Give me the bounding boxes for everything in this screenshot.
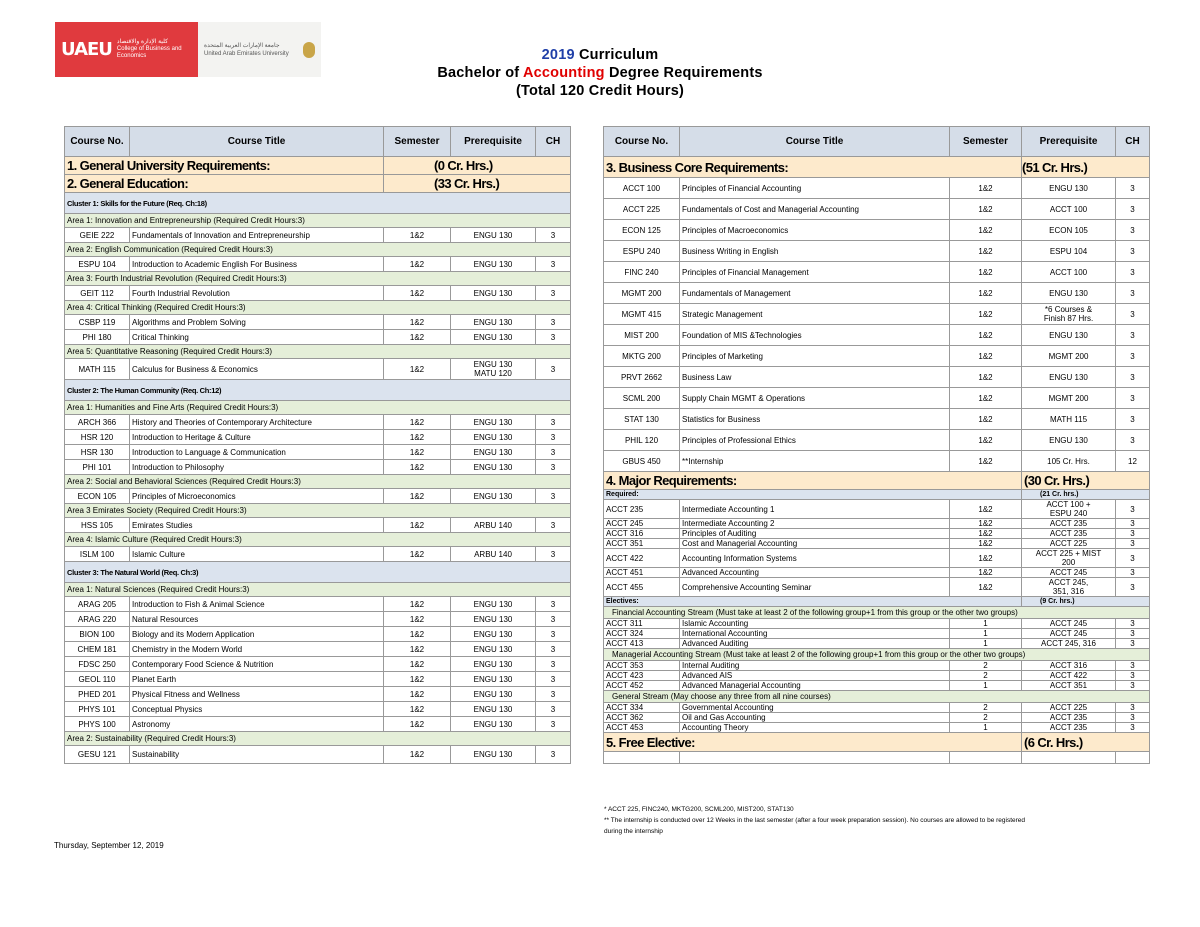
- cluster-header: Cluster 1: Skills for the Future (Req. Ch:18): [65, 193, 571, 214]
- section-header: 3. Business Core Requirements: (51 Cr. Hrs.): [604, 157, 1150, 178]
- stream-header: Financial Accounting Stream (Must take at least 2 of the following group+1 from this group or the other two groups): [604, 607, 1150, 619]
- col-course-no: Course No.: [604, 127, 680, 157]
- prereq-line: ENGU 130: [473, 360, 513, 369]
- table-row: GEIT 112 Fourth Industrial Revolution 1&2 ENGU 130 3: [65, 286, 571, 301]
- table-row: SCML 200 Supply Chain MGMT & Operations 1&2 MGMT 200 3: [604, 388, 1150, 409]
- area-header: Area 1: Natural Sciences (Required Credit Hours:3): [65, 583, 571, 597]
- footnotes: [604, 804, 1144, 837]
- footer-date: Thursday, September 12, 2019: [54, 841, 164, 850]
- table-row: MGMT 415 Strategic Management 1&2 *6 Courses & Finish 87 Hrs. 3: [604, 304, 1150, 325]
- table-row-empty: [604, 752, 1150, 764]
- table-row: ACCT 100 Principles of Financial Accounting 1&2 ENGU 130 3: [604, 178, 1150, 199]
- footnote-2-cont: during the internship: [604, 828, 663, 835]
- table-row: ACCT 316 Principles of Auditing 1&2 ACCT 235 3: [604, 529, 1150, 539]
- col-prerequisite: Prerequisite: [1022, 127, 1116, 157]
- prereq-line: MATU 120: [474, 369, 512, 378]
- section-header: 1. General University Requirements: (0 Cr. Hrs.): [65, 157, 571, 175]
- table-row: ACCT 362 Oil and Gas Accounting 2 ACCT 235 3: [604, 713, 1150, 723]
- area-header: Area 2: English Communication (Required Credit Hours:3): [65, 243, 571, 257]
- table-row: GEOL 110 Planet Earth 1&2 ENGU 130 3: [65, 672, 571, 687]
- title-degree-c: Degree Requirements: [604, 65, 763, 81]
- area-header: Area 3 Emirates Society (Required Credit Hours:3): [65, 504, 571, 518]
- prereq-line: 351, 316: [1052, 587, 1085, 596]
- table-row: CHEM 181 Chemistry in the Modern World 1&2 ENGU 130 3: [65, 642, 571, 657]
- area-header: Area 4: Islamic Culture (Required Credit Hours:3): [65, 533, 571, 547]
- table-row: ACCT 422 Accounting Information Systems 1&2 ACCT 225 + MIST 200 3: [604, 549, 1150, 568]
- prereq-line: ACCT 225 + MIST: [1035, 549, 1102, 558]
- table-row: ACCT 324 International Accounting 1 ACCT 245 3: [604, 629, 1150, 639]
- cluster-header: Cluster 3: The Natural World (Req. Ch:3): [65, 562, 571, 583]
- table-row: CSBP 119 Algorithms and Problem Solving 1&2 ENGU 130 3: [65, 315, 571, 330]
- table-row: MGMT 200 Fundamentals of Management 1&2 ENGU 130 3: [604, 283, 1150, 304]
- table-row: BION 100 Biology and its Modern Application 1&2 ENGU 130 3: [65, 627, 571, 642]
- table-row: PHI 180 Critical Thinking 1&2 ENGU 130 3: [65, 330, 571, 345]
- table-row: ACCT 453 Accounting Theory 1 ACCT 235 3: [604, 723, 1150, 733]
- left-table-header: [65, 127, 571, 157]
- table-row: ACCT 311 Islamic Accounting 1 ACCT 245 3: [604, 619, 1150, 629]
- table-row: ACCT 351 Cost and Managerial Accounting 1&2 ACCT 225 3: [604, 539, 1150, 549]
- table-row: FDSC 250 Contemporary Food Science & Nutrition 1&2 ENGU 130 3: [65, 657, 571, 672]
- col-course-title: Course Title: [680, 127, 950, 157]
- area-header: Area 1: Innovation and Entrepreneurship (Required Credit Hours:3): [65, 214, 571, 228]
- logo-uni-ar: جامعة الإمارات العربية المتحدة: [204, 42, 280, 49]
- table-row: HSS 105 Emirates Studies 1&2 ARBU 140 3: [65, 518, 571, 533]
- left-requirements-table: [64, 126, 571, 764]
- table-row: STAT 130 Statistics for Business 1&2 MATH 115 3: [604, 409, 1150, 430]
- table-row: ACCT 452 Advanced Managerial Accounting 1 ACCT 351 3: [604, 681, 1150, 691]
- title-degree-a: Bachelor of: [437, 65, 523, 81]
- prereq-line: *6 Courses &: [1044, 305, 1093, 314]
- col-course-title: Course Title: [130, 127, 384, 157]
- table-row: PHI 101 Introduction to Philosophy 1&2 ENGU 130 3: [65, 460, 571, 475]
- col-course-no: Course No.: [65, 127, 130, 157]
- area-header: Area 2: Social and Behavioral Sciences (Required Credit Hours:3): [65, 475, 571, 489]
- area-header: Area 4: Critical Thinking (Required Credit Hours:3): [65, 301, 571, 315]
- table-row: PHYS 101 Conceptual Physics 1&2 ENGU 130 3: [65, 702, 571, 717]
- table-row: ACCT 455 Comprehensive Accounting Seminar 1&2 ACCT 245, 351, 316 3: [604, 578, 1150, 597]
- logo-college-en: College of Business and Economics: [116, 46, 182, 59]
- col-prerequisite: Prerequisite: [451, 127, 536, 157]
- table-row: ACCT 353 Internal Auditing 2 ACCT 316 3: [604, 661, 1150, 671]
- table-row: ACCT 423 Advanced AIS 2 ACCT 422 3: [604, 671, 1150, 681]
- logo-uni-en: United Arab Emirates University: [204, 50, 289, 57]
- right-requirements-table: [603, 126, 1150, 764]
- table-row: ACCT 235 Intermediate Accounting 1 1&2 ACCT 100 + ESPU 240 3: [604, 500, 1150, 519]
- table-row: MKTG 200 Principles of Marketing 1&2 MGMT 200 3: [604, 346, 1150, 367]
- title-year: 2019: [541, 47, 575, 63]
- table-row: PRVT 2662 Business Law 1&2 ENGU 130 3: [604, 367, 1150, 388]
- subgroup-header: Required: (21 Cr. hrs.): [604, 490, 1150, 500]
- table-row: ACCT 451 Advanced Accounting 1&2 ACCT 245 3: [604, 568, 1150, 578]
- table-row: ECON 105 Principles of Microeconomics 1&2 ENGU 130 3: [65, 489, 571, 504]
- logo-college-ar: كلية الإدارة والاقتصاد: [116, 39, 168, 45]
- area-header: Area 3: Fourth Industrial Revolution (Required Credit Hours:3): [65, 272, 571, 286]
- section-header: 2. General Education: (33 Cr. Hrs.): [65, 175, 571, 193]
- prereq-line: ACCT 100 +: [1046, 500, 1091, 509]
- table-row: GEIE 222 Fundamentals of Innovation and Entrepreneurship 1&2 ENGU 130 3: [65, 228, 571, 243]
- table-row: GBUS 450 **Internship 1&2 105 Cr. Hrs. 12: [604, 451, 1150, 472]
- table-row: ACCT 225 Fundamentals of Cost and Managerial Accounting 1&2 ACCT 100 3: [604, 199, 1150, 220]
- table-row: ARAG 205 Introduction to Fish & Animal Science 1&2 ENGU 130 3: [65, 597, 571, 612]
- table-row: ACCT 334 Governmental Accounting 2 ACCT 225 3: [604, 703, 1150, 713]
- prereq-line: ACCT 245,: [1048, 578, 1089, 587]
- prereq-line: ESPU 240: [1049, 509, 1088, 518]
- title-curriculum: Curriculum: [574, 47, 659, 63]
- prereq-line: Finish 87 Hrs.: [1043, 314, 1094, 323]
- table-row: ARCH 366 History and Theories of Contemporary Architecture 1&2 ENGU 130 3: [65, 415, 571, 430]
- title-degree-major: Accounting: [522, 65, 605, 81]
- table-row: HSR 130 Introduction to Language & Communication 1&2 ENGU 130 3: [65, 445, 571, 460]
- col-ch: CH: [536, 127, 571, 157]
- area-header: Area 1: Humanities and Fine Arts (Required Credit Hours:3): [65, 401, 571, 415]
- cluster-header: Cluster 2: The Human Community (Req. Ch:12): [65, 380, 571, 401]
- table-row: PHYS 100 Astronomy 1&2 ENGU 130 3: [65, 717, 571, 732]
- table-row: HSR 120 Introduction to Heritage & Culture 1&2 ENGU 130 3: [65, 430, 571, 445]
- table-row: ESPU 240 Business Writing in English 1&2 ESPU 104 3: [604, 241, 1150, 262]
- stream-header: General Stream (May choose any three from all nine courses): [604, 691, 1150, 703]
- logo-abbr: UAEU: [61, 39, 112, 60]
- section-header: 4. Major Requirements: (30 Cr. Hrs.): [604, 472, 1150, 490]
- table-row: PHED 201 Physical Fitness and Wellness 1&2 ENGU 130 3: [65, 687, 571, 702]
- table-row: ACCT 413 Advanced Auditing 1 ACCT 245, 316 3: [604, 639, 1150, 649]
- title-total-hours: (Total 120 Credit Hours): [515, 83, 685, 99]
- footnote-1: * ACCT 225, FINC240, MKTG200, SCML200, MIST200, STAT130: [604, 806, 794, 813]
- subgroup-header: Electives: (9 Cr. hrs.): [604, 597, 1150, 607]
- right-table-header: [604, 127, 1150, 157]
- table-row: ARAG 220 Natural Resources 1&2 ENGU 130 3: [65, 612, 571, 627]
- table-row: PHIL 120 Principles of Professional Ethics 1&2 ENGU 130 3: [604, 430, 1150, 451]
- col-semester: Semester: [384, 127, 451, 157]
- prereq-line: 200: [1061, 558, 1076, 567]
- area-header: Area 2: Sustainability (Required Credit Hours:3): [65, 732, 571, 746]
- table-row: MIST 200 Foundation of MIS &Technologies 1&2 ENGU 130 3: [604, 325, 1150, 346]
- table-row: ESPU 104 Introduction to Academic English For Business 1&2 ENGU 130 3: [65, 257, 571, 272]
- table-row: ECON 125 Principles of Macroeconomics 1&2 ECON 105 3: [604, 220, 1150, 241]
- table-row: MATH 115 Calculus for Business & Economics 1&2 ENGU 130 MATU 120 3: [65, 359, 571, 380]
- table-row: ISLM 100 Islamic Culture 1&2 ARBU 140 3: [65, 547, 571, 562]
- section-header: 5. Free Elective: (6 Cr. Hrs.): [604, 733, 1150, 752]
- area-header: Area 5: Quantitative Reasoning (Required Credit Hours:3): [65, 345, 571, 359]
- table-row: FINC 240 Principles of Financial Management 1&2 ACCT 100 3: [604, 262, 1150, 283]
- col-ch: CH: [1116, 127, 1150, 157]
- stream-header: Managerial Accounting Stream (Must take at least 2 of the following group+1 from this group or the other two groups): [604, 649, 1150, 661]
- table-row: GESU 121 Sustainability 1&2 ENGU 130 3: [65, 746, 571, 764]
- page-title: [0, 46, 1200, 100]
- footnote-2: ** The internship is conducted over 12 Weeks in the last semester (after a four week preparation session). No courses are allowed to be registered: [604, 817, 1026, 824]
- table-row: ACCT 245 Intermediate Accounting 2 1&2 ACCT 235 3: [604, 519, 1150, 529]
- col-semester: Semester: [950, 127, 1022, 157]
